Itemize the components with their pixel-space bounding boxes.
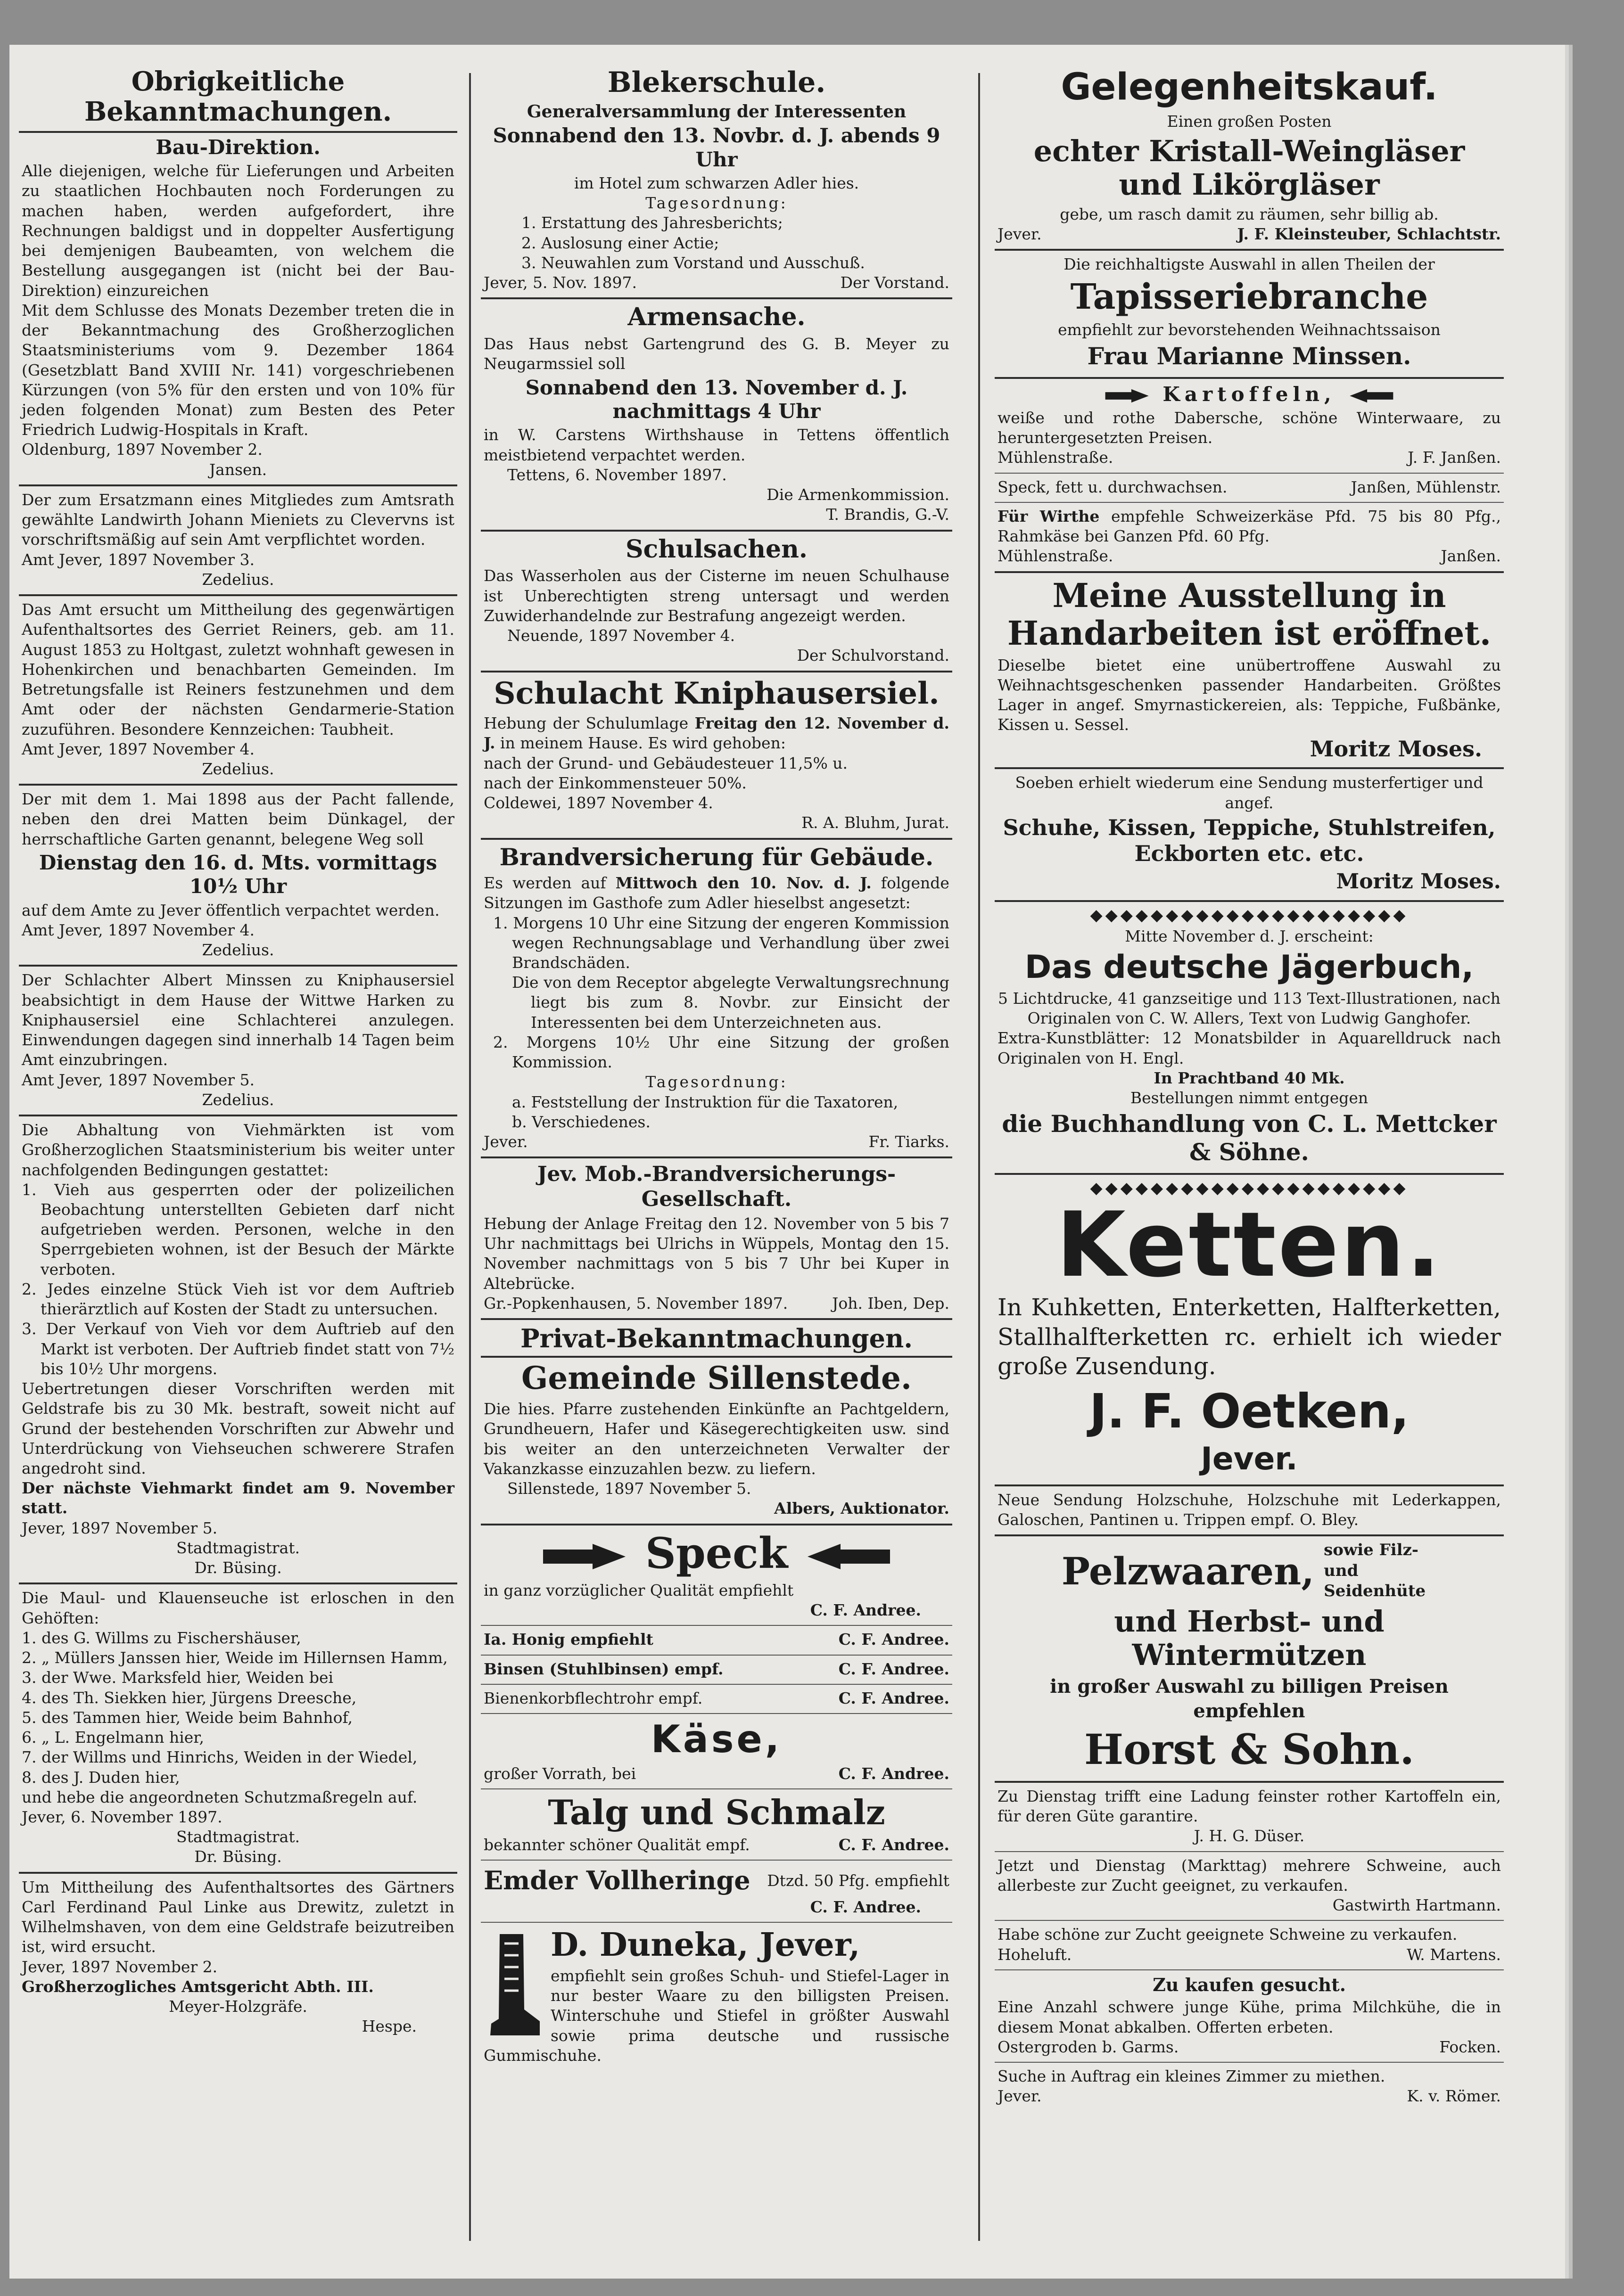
ad-place: Mühlenstraße.	[997, 448, 1113, 467]
ad-head: D. Duneka, Jever,	[551, 1926, 860, 1964]
notice-text: Der Schlachter Albert Minssen zu Kniphausersiel beabsichtigt in dem Hause der Wittwe Harken zu Kniphausersiel eine Schlachterei anzulegen. Einwendungen dagegen sind innerhalb 14 Tagen beim Amt einzubringen.	[22, 971, 454, 1069]
notice-item: 7. der Willms und Hinrichs, Weiden in der Wiedel,	[22, 1748, 418, 1767]
ad-text: in großer Auswahl zu billigen Preisen empfehlen	[1050, 1675, 1449, 1722]
ad-item: Die von dem Receptor abgelegte Verwaltungsrechnung liegt bis zum 8. Novbr. zur Einsicht der Interessenten bei dem Unterzeichneten aus.	[512, 973, 949, 1032]
ad-head: Schulacht Kniphausersiel.	[494, 675, 940, 711]
notice-reiners	[19, 600, 457, 786]
ad-item: 2. Morgens 10½ Uhr eine Sitzung der großen Kommission.	[493, 1033, 949, 1072]
ad-place: Tettens, 6. November 1897.	[507, 465, 727, 484]
ad-tapisserie	[995, 254, 1504, 379]
ad-text: Neue Sendung Holzschuhe, Holzschuhe mit Lederkappen, Galoschen, Pantinen u. Trippen empf. O. Bley.	[997, 1490, 1501, 1529]
ad-signature: Moritz Moses.	[1336, 869, 1501, 894]
notice-signature: Zedelius.	[202, 1090, 274, 1109]
ad-big: echter Kristall-Weingläser und Likörgläser	[1033, 133, 1465, 202]
notice-item: 2. Jedes einzelne Stück Vieh ist vor dem Auftrieb thierärztlich auf Kosten der Stadt zu untersuchen.	[22, 1279, 454, 1319]
ad-text: In Kuhketten, Enterketten, Halfterketten, Stallhalfterketten rc. erhielt ich wieder große Zusendung.	[997, 1294, 1501, 1380]
ad-head: Jev. Mob.-Brandversicherungs-Gesellschaft.	[537, 1162, 896, 1212]
ad-agenda-title: Tagesordnung:	[645, 1073, 788, 1091]
ad-row	[484, 1689, 949, 1708]
ad-text-2: in W. Carstens Wirthshause in Tettens öffentlich meistbietend verpachtet werden.	[484, 426, 949, 464]
ad-item: 2. Auslosung einer Actie;	[521, 233, 719, 252]
notice-signature: Stadtmagistrat.	[176, 1828, 300, 1846]
ad-binsen	[481, 1659, 952, 1685]
notice-item: 8. des J. Duden hier,	[22, 1768, 180, 1787]
ad-text: bekannter schöner Qualität empf.	[484, 1836, 750, 1854]
notice-bold: Der nächste Viehmarkt findet am 9. November statt.	[22, 1479, 454, 1517]
notice-schlachterei	[19, 970, 457, 1116]
ad-row	[997, 477, 1501, 497]
ad-text: Mitte November d. J. erscheint:	[1125, 927, 1374, 945]
ad-place: Hoheluft.	[997, 1945, 1072, 1964]
column-middle	[481, 64, 952, 2074]
ad-signature: J. F. Oetken,	[1089, 1383, 1409, 1439]
ad-fuer-wirthe	[995, 507, 1504, 573]
notice-text: Die Maul- und Klauenseuche ist erloschen in den Gehöften:	[22, 1589, 454, 1627]
notice-item: 5. des Tammen hier, Weide beim Bahnhof,	[22, 1708, 353, 1727]
ad-ausstellung	[995, 577, 1504, 770]
ad-text: Das Wasserholen aus der Cisterne im neuen Schulhause ist Unberechtigten streng untersagt und werden Zuwiderhandelnde zur Bestrafung angezeigt werden.	[484, 566, 949, 625]
notice-signature: Meyer-Holzgräfe.	[169, 1997, 307, 2016]
ad-head: Das deutsche Jägerbuch,	[1024, 948, 1474, 986]
ad-item: 3. Neuwahlen zum Vorstand und Ausschuß.	[521, 253, 865, 272]
ad-place: Gr.-Popkenhausen, 5. November 1897.	[484, 1294, 788, 1312]
ad-schuhe-kissen	[995, 773, 1504, 902]
ad-head: Talg und Schmalz	[548, 1792, 885, 1833]
ad-head: Gelegenheitskauf.	[1061, 66, 1438, 108]
ad-text: Das Haus nebst Gartengrund des G. B. Meyer zu Neugarmssiel soll	[484, 335, 949, 373]
ad-footer	[997, 1945, 1501, 1965]
ad-text-2: 5 Lichtdrucke, 41 ganzseitige und 113 Text-Illustrationen, nach Originalen von C. W. Allers, Text von Ludwig Ganghofer.	[998, 989, 1500, 1028]
ad-head-row	[997, 383, 1501, 406]
notice-place: Jever, 1897 November 5.	[22, 1518, 218, 1537]
ad-text-start: Es werden auf	[484, 874, 606, 893]
notice-item: 4. des Th. Siekken hier, Jürgens Dreesche,	[22, 1688, 357, 1707]
ad-gelegenheitskauf	[995, 66, 1504, 251]
ad-line: nach der Grund- und Gebäudesteuer 11,5% u.	[484, 754, 848, 772]
notice-item: 3. der Wwe. Marksfeld hier, Weiden bei	[22, 1668, 334, 1687]
ad-text: Suche in Auftrag ein kleines Zimmer zu miethen.	[997, 2067, 1385, 2086]
ad-signature: K. v. Römer.	[1407, 2087, 1501, 2106]
ad-row	[484, 1630, 949, 1649]
ad-kartoffeln	[995, 383, 1504, 474]
ad-head: Ketten.	[1056, 1193, 1443, 1297]
ad-honig	[481, 1630, 952, 1655]
notice-signature: Jansen.	[209, 460, 267, 479]
ad-text: Dtzd. 50 Pfg. empfiehlt	[767, 1871, 949, 1890]
ad-signature: Janßen.	[1441, 547, 1501, 566]
ad-head-2: und Herbst- und Wintermützen	[1114, 1604, 1385, 1673]
pointing-hand-icon	[541, 1540, 630, 1573]
ad-head: Meine Ausstellung in Handarbeiten ist eröffnet.	[1007, 575, 1492, 653]
ad-head: Kartoffeln,	[1162, 382, 1336, 406]
ad-signature-2: T. Brandis, G.-V.	[826, 505, 949, 524]
ad-seller: C. F. Andree.	[838, 1659, 949, 1678]
ad-text-2: empfiehlt zur bevorstehenden Weihnachtssaison	[1058, 320, 1441, 339]
notice-item: 1. des G. Willms zu Fischershäuser,	[22, 1628, 301, 1647]
ad-signature: Fr. Tiarks.	[868, 1132, 949, 1151]
ad-text: Hebung der Anlage Freitag den 12. November von 5 bis 7 Uhr nachmittags bei Ulrichs in Wüppels, Montag den 15. November nachmittags von 5 bis 7 Uhr bei Kuper in Altebrücke.	[484, 1214, 949, 1293]
ad-head: Brandversicherung für Gebäude.	[499, 843, 934, 871]
ad-text: Habe schöne zur Zucht geeignete Schweine zu verkaufen.	[997, 1925, 1458, 1944]
ad-place: Neuende, 1897 November 4.	[507, 626, 735, 645]
ad-footer	[997, 546, 1501, 566]
ad-footer	[484, 273, 949, 293]
ad-footer	[997, 2037, 1501, 2057]
ad-text-body: empfehle Schweizerkäse Pfd. 75 bis 80 Pfg., Rahmkäse bei Ganzen Pfd. 60 Pfg.	[997, 507, 1501, 546]
ad-signature: J. F. Kleinsteuber, Schlachtstr.	[1237, 224, 1501, 243]
ad-text-start: Hebung der Schulumlage	[484, 714, 689, 733]
ad-jaegerbuch	[995, 927, 1504, 1175]
ad-text: in ganz vorzüglicher Qualität empfiehlt	[484, 1581, 794, 1599]
notice-item: 2. „ Müllers Janssen hier, Weide im Hillernsen Hamm,	[22, 1648, 448, 1667]
notice-text: Die Abhaltung von Viehmärkten ist vom Großherzoglichen Staatsministerium bis weiter unter nachfolgenden Bedingungen gestattet:	[22, 1121, 454, 1179]
ad-text: Dieselbe bietet eine unübertroffene Auswahl zu Weihnachtsgeschenken passender Handarbeiten. Größtes Lager in angef. Smyrnastickereien, als: Teppiche, Fußbänke, Kissen u. Sessel.	[997, 656, 1501, 734]
notice-signature: Zedelius.	[202, 941, 274, 959]
column-rule-right	[978, 73, 980, 2241]
ad-bold: Schuhe, Kissen, Teppiche, Stuhlstreifen, Eckborten etc. etc.	[1003, 814, 1496, 867]
notice-item: 3. Der Verkauf von Vieh vor dem Auftrieb auf den Markt ist verboten. Der Auftrieb findet statt von 7½ bis 10½ Uhr morgens.	[22, 1320, 454, 1378]
ad-place: Jever.	[1201, 1440, 1298, 1477]
ornament-rule: ◆◆◆◆◆◆◆◆◆◆◆◆◆◆◆◆◆◆◆◆◆	[1090, 1179, 1409, 1198]
ad-item: 1. Morgens 10 Uhr eine Sitzung der engeren Kommission wegen Rechnungsablage und Verhandlung über zwei Brandschäden.	[493, 913, 949, 972]
ad-mob-brandversicherung	[481, 1162, 952, 1320]
ad-item: 1. Erstattung des Jahresberichts;	[521, 213, 783, 232]
notice-place: Jever, 1897 November 2.	[22, 1957, 218, 1976]
notice-text: Der zum Ersatzmann eines Mitgliedes zum Amtsrath gewählte Landwirth Johann Mieniets zu Clevervns ist vorschriftsmäßig auf sein Amt verpflichtet worden.	[22, 490, 454, 549]
ad-text: weiße und rothe Dabersche, schöne Winterwaare, zu heruntergesetzten Preisen.	[997, 408, 1501, 447]
ad-zimmer	[995, 2066, 1504, 2111]
ad-brandversicherung	[481, 844, 952, 1159]
column-official-notices	[19, 64, 457, 2045]
notice-place: Oldenburg, 1897 November 2.	[22, 440, 263, 459]
ad-head: Schulsachen.	[625, 534, 808, 564]
ad-signature: R. A. Bluhm, Jurat.	[801, 813, 949, 832]
ad-dueser	[995, 1787, 1504, 1852]
ad-date: Freitag den 12. November d. J.	[484, 714, 949, 753]
ad-place: Ostergroden b. Garms.	[997, 2037, 1179, 2056]
notice-item: 6. „ L. Engelmann hier,	[22, 1728, 204, 1747]
ad-place: Jever.	[997, 2087, 1042, 2106]
section-title-private: Privat-Bekanntmachungen.	[481, 1324, 952, 1358]
notice-signature-2: Dr. Büsing.	[194, 1558, 282, 1577]
notice-bau-direktion	[19, 136, 457, 486]
ad-schulacht	[481, 676, 952, 840]
ad-place: Jever, 5. Nov. 1897.	[484, 273, 637, 292]
notice-seuche	[19, 1588, 457, 1873]
notice-amtsgericht	[19, 1878, 457, 2042]
ad-row	[484, 1659, 949, 1679]
ad-head: Käse,	[651, 1717, 783, 1762]
ad-talg	[481, 1793, 952, 1861]
ad-text	[484, 873, 949, 913]
pointing-hand-icon	[803, 1540, 892, 1573]
notice-date: Dienstag den 16. d. Mts. vormittags 10½ Uhr	[39, 851, 437, 898]
ad-signature: Frau Marianne Minssen.	[1087, 342, 1411, 370]
ad-signature: J. F. Janßen.	[1408, 448, 1501, 467]
ad-text: Eine Anzahl schwere junge Kühe, prima Milchkühe, die in diesem Monat abkalben. Offerten erbeten.	[997, 1998, 1501, 2036]
ad-signature: Focken.	[1439, 2037, 1501, 2056]
pointing-hand-icon	[1104, 386, 1151, 405]
ad-place: Sillenstede, 1897 November 5.	[507, 1479, 751, 1498]
ad-place: Coldewei, 1897 November 4.	[484, 794, 713, 812]
ad-signature: Joh. Iben, Dep.	[832, 1294, 949, 1312]
notice-text: Um Mittheilung des Aufenthaltsortes des Gärtners Carl Ferdinand Paul Linke aus Drewitz, zuletzt in Wilhelmshaven, von dem eine Geldstrafe beizutreiben ist, wird ersucht.	[22, 1878, 454, 1956]
ad-text: Speck, fett u. durchwachsen.	[997, 477, 1228, 496]
ad-agenda-item: a. Feststellung der Instruktion für die Taxatoren,	[512, 1092, 899, 1111]
ad-signature: die Buchhandlung von C. L. Mettcker & Söhne.	[1002, 1110, 1497, 1166]
ad-text-2: gebe, um rasch damit zu räumen, sehr billig ab.	[1060, 205, 1439, 223]
notice-place: Amt Jever, 1897 November 4.	[22, 920, 255, 939]
ad-seller: C. F. Andree.	[810, 1897, 921, 1916]
notice-place: Amt Jever, 1897 November 3.	[22, 550, 255, 569]
ad-blekerschule	[481, 66, 952, 299]
notice-place: Amt Jever, 1897 November 5.	[22, 1070, 255, 1089]
ad-head: Gemeinde Sillenstede.	[521, 1360, 912, 1397]
ad-footer	[997, 224, 1501, 244]
ad-head-row	[484, 1529, 949, 1578]
ad-place: Mühlenstraße.	[997, 547, 1113, 566]
notice-amtsrath	[19, 490, 457, 596]
ad-seller: C. F. Andree.	[838, 1689, 949, 1707]
notice-signature: Zedelius.	[202, 570, 274, 589]
ad-signature: Albers, Auktionator.	[774, 1499, 949, 1518]
ad-duneka	[481, 1927, 952, 2070]
ad-footer	[997, 2086, 1501, 2106]
ad-bold: Für Wirthe	[997, 507, 1100, 525]
notice-text: Das Amt ersucht um Mittheilung des gegenwärtigen Aufenthaltsortes des Gerriet Reiners, geb. am 11. August 1853 zu Holtgast, zuletzt wohnhaft gewesen in Hohenkirchen und benachbarten Gemeinden. Im Betretungsfalle ist Reiners festzunehmen und dem Amt oder der nächsten Gendarmerie-Station zuzuführen. Besondere Kennzeichen: Taubheit.	[22, 600, 454, 738]
newspaper-page	[9, 45, 1565, 2279]
ad-footer	[484, 1132, 949, 1152]
ad-schweine	[995, 1856, 1504, 1921]
notice-text-2: Mit dem Schlusse des Monats Dezember treten die in der Bekanntmachung des Großherzoglichen Staatsministeriums vom 9. Dezember 1864 (Gesetzblatt Band XVIII Nr. 141) vorgeschriebenen Kürzungen (von 5% für den ersten und von 10% für jeden folgenden Monat) zum Besten des Peter Friedrich Ludwig-Hospitals in Kraft.	[22, 301, 454, 439]
ad-kuehe	[995, 1974, 1504, 2063]
ad-signature: J. H. G. Düser.	[1194, 1827, 1305, 1845]
ad-row	[484, 1835, 949, 1855]
notice-signature: Zedelius.	[202, 759, 274, 778]
ad-signature: Gastwirth Hartmann.	[1332, 1896, 1501, 1915]
notice-text-2: auf dem Amte zu Jever öffentlich verpachtet werden.	[22, 901, 440, 919]
ad-agenda-title: Tagesordnung:	[645, 194, 788, 213]
ad-text: empfiehlt sein großes Schuh- und Stiefel-Lager in nur bester Waare zu den billigsten Preisen. Winterschuhe und Stiefel in größter Auswahl sowie prima deutsche und russische Gummischuhe.	[484, 1966, 949, 2065]
notice-signature: Stadtmagistrat.	[176, 1538, 300, 1557]
ad-signature: Die Armenkommission.	[767, 485, 949, 504]
ad-head-row	[997, 1540, 1501, 1602]
notice-head: Bau-Direktion.	[156, 135, 321, 159]
ad-signature: Janßen, Mühlenstr.	[1351, 477, 1501, 496]
notice-viehmarkt	[19, 1120, 457, 1584]
ad-head: Emder Vollheringe	[484, 1865, 750, 1896]
ad-holzschuhe	[995, 1490, 1504, 1536]
ad-date: Mittwoch den 10. Nov. d. J.	[615, 874, 872, 893]
ad-signature: Der Schulvorstand.	[797, 646, 949, 665]
ad-sub: Generalversammlung der Interessenten	[527, 102, 907, 122]
ad-speck-jansen	[995, 477, 1504, 503]
ad-agenda-item: b. Verschiedenes.	[512, 1112, 651, 1131]
ad-bienenkorb	[481, 1689, 952, 1714]
ad-kaese	[481, 1718, 952, 1789]
ad-emder	[481, 1864, 952, 1922]
ad-head: Blekerschule.	[607, 66, 826, 99]
ad-armensache	[481, 303, 952, 531]
ad-text-end: in meinem Hause. Es wird gehoben:	[500, 734, 786, 753]
notice-place: Amt Jever, 1897 November 4.	[22, 739, 255, 758]
ad-price: In Prachtband 40 Mk.	[1154, 1068, 1345, 1087]
ad-side: sowie Filz- und Seidenhüte	[1324, 1541, 1426, 1601]
ad-seller: C. F. Andree.	[810, 1601, 921, 1620]
ad-signature: Der Vorstand.	[840, 273, 949, 292]
notice-text-2: und hebe die angeordneten Schutzmaßregeln auf.	[22, 1788, 418, 1806]
ad-head: Zu kaufen gesucht.	[1153, 1974, 1346, 1995]
ad-text: Die hies. Pfarre zustehenden Einkünfte an Pachtgeldern, Grundheuern, Hafer und Käsegerechtigkeiten usw. sind bis weiter an den unterzeichneten Verwalter der Vakanzkasse einzuzahlen bezw. zu liefern.	[484, 1400, 949, 1478]
ad-text: im Hotel zum schwarzen Adler hies.	[574, 173, 859, 192]
ad-text: Zu Dienstag trifft eine Ladung feinster rother Kartoffeln ein, für deren Güte garantire.	[997, 1787, 1501, 1826]
column-rule-left	[469, 73, 471, 2241]
boot-icon	[486, 1929, 542, 2042]
ornament-rule: ◆◆◆◆◆◆◆◆◆◆◆◆◆◆◆◆◆◆◆◆◆	[1090, 905, 1409, 925]
ad-seller: C. F. Andree.	[838, 1764, 949, 1783]
ad-seller: C. F. Andree.	[838, 1630, 949, 1649]
ad-text: Binsen (Stuhlbinsen) empf.	[484, 1659, 724, 1678]
ad-pelzwaaren	[995, 1540, 1504, 1783]
ad-text: Soeben erhielt wiederum eine Sendung musterfertiger und angef.	[1015, 773, 1484, 812]
section-title-official: Obrigkeitliche Bekanntmachungen.	[19, 66, 457, 133]
ad-line-2: nach der Einkommensteuer 50%.	[484, 773, 747, 792]
notice-text: Der mit dem 1. Mai 1898 aus der Pacht fallende, neben den drei Matten beim Dünkagel, der herrschaftliche Garten genannt, belegene Weg soll	[22, 790, 454, 848]
ad-head: Pelzwaaren,	[1061, 1549, 1315, 1593]
ad-text: großer Vorrath, bei	[484, 1764, 636, 1783]
notice-signature-2: Dr. Büsing.	[194, 1847, 282, 1866]
ad-text: Bienenkorbflechtrohr empf.	[484, 1689, 703, 1707]
notice-court: Großherzogliches Amtsgericht Abth. III.	[22, 1977, 374, 1996]
ad-place: Jever.	[997, 224, 1042, 243]
ad-sillenstede	[481, 1361, 952, 1525]
ad-head: Speck	[645, 1528, 788, 1578]
ad-ketten	[995, 1193, 1504, 1486]
ad-seller: C. F. Andree.	[838, 1836, 949, 1854]
ad-footer	[484, 1294, 949, 1313]
ad-row	[484, 1764, 949, 1784]
ad-text: Einen großen Posten	[1167, 112, 1332, 131]
ad-text	[484, 713, 949, 753]
ad-text	[997, 507, 1501, 546]
ad-text-3: Extra-Kunstblätter: 12 Monatsbilder in Aquarelldruck nach Originalen von H. Engl.	[997, 1029, 1501, 1067]
column-right	[995, 64, 1504, 2115]
ad-head: Armensache.	[627, 303, 806, 332]
pointing-hand-icon	[1347, 386, 1394, 405]
ad-date: Sonnabend den 13. November d. J. nachmittags 4 Uhr	[525, 376, 908, 423]
ad-text: Die reichhaltigste Auswahl in allen Theilen der	[1063, 254, 1435, 273]
ad-martens	[995, 1925, 1504, 1970]
ad-row	[484, 1864, 949, 1897]
notice-text: Alle diejenigen, welche für Lieferungen und Arbeiten zu staatlichen Hochbauten noch Forderungen zu machen haben, werden aufgefordert, ihre Rechnungen baldigst und in doppelter Ausfertigung bei demjenigen Baubeamten, von welchem die Bestellung ausgegangen ist (nicht bei der Bau-Direktion) einzureichen	[22, 162, 454, 300]
ad-speck	[481, 1529, 952, 1626]
ad-head: Tapisseriebranche	[1070, 277, 1428, 318]
ad-text: Jetzt und Dienstag (Markttag) mehrere Schweine, auch allerbeste zur Zucht geeignet, zu verkaufen.	[997, 1856, 1501, 1894]
ad-place: Jever.	[484, 1132, 528, 1151]
ad-schulsachen	[481, 535, 952, 672]
ad-text: Ia. Honig empfiehlt	[484, 1630, 653, 1649]
notice-place: Jever, 6. November 1897.	[22, 1808, 223, 1826]
ad-signature: Horst & Sohn.	[1084, 1724, 1414, 1774]
ad-text-4: Bestellungen nimmt entgegen	[1130, 1089, 1368, 1107]
ad-footer	[997, 448, 1501, 467]
notice-item: 1. Vieh aus gesperrten oder der polizeilichen Beobachtung unterstellten Gebieten darf nicht aufgetrieben werden. Personen, welche in den Sperrgebieten wohnen, ist der Besuch der Märkte verboten.	[22, 1180, 454, 1279]
ad-signature: W. Martens.	[1407, 1945, 1501, 1964]
ad-text-end: folgende Sitzungen im Gasthofe zum Adler hieselbst angesetzt:	[484, 874, 949, 912]
notice-text-2: Uebertretungen dieser Vorschriften werden mit Geldstrafe bis zu 30 Mk. bestraft, soweit nicht auf Grund der bestehenden Vorschriften zur Abwehr und Unterdrückung von Viehseuchen schwerere Strafen angedroht sind.	[22, 1379, 454, 1478]
notice-pacht	[19, 789, 457, 967]
ad-signature: Moritz Moses.	[1310, 736, 1482, 762]
ad-date: Sonnabend den 13. Novbr. d. J. abends 9 Uhr	[493, 124, 940, 171]
notice-signature-2: Hespe.	[362, 2017, 417, 2036]
